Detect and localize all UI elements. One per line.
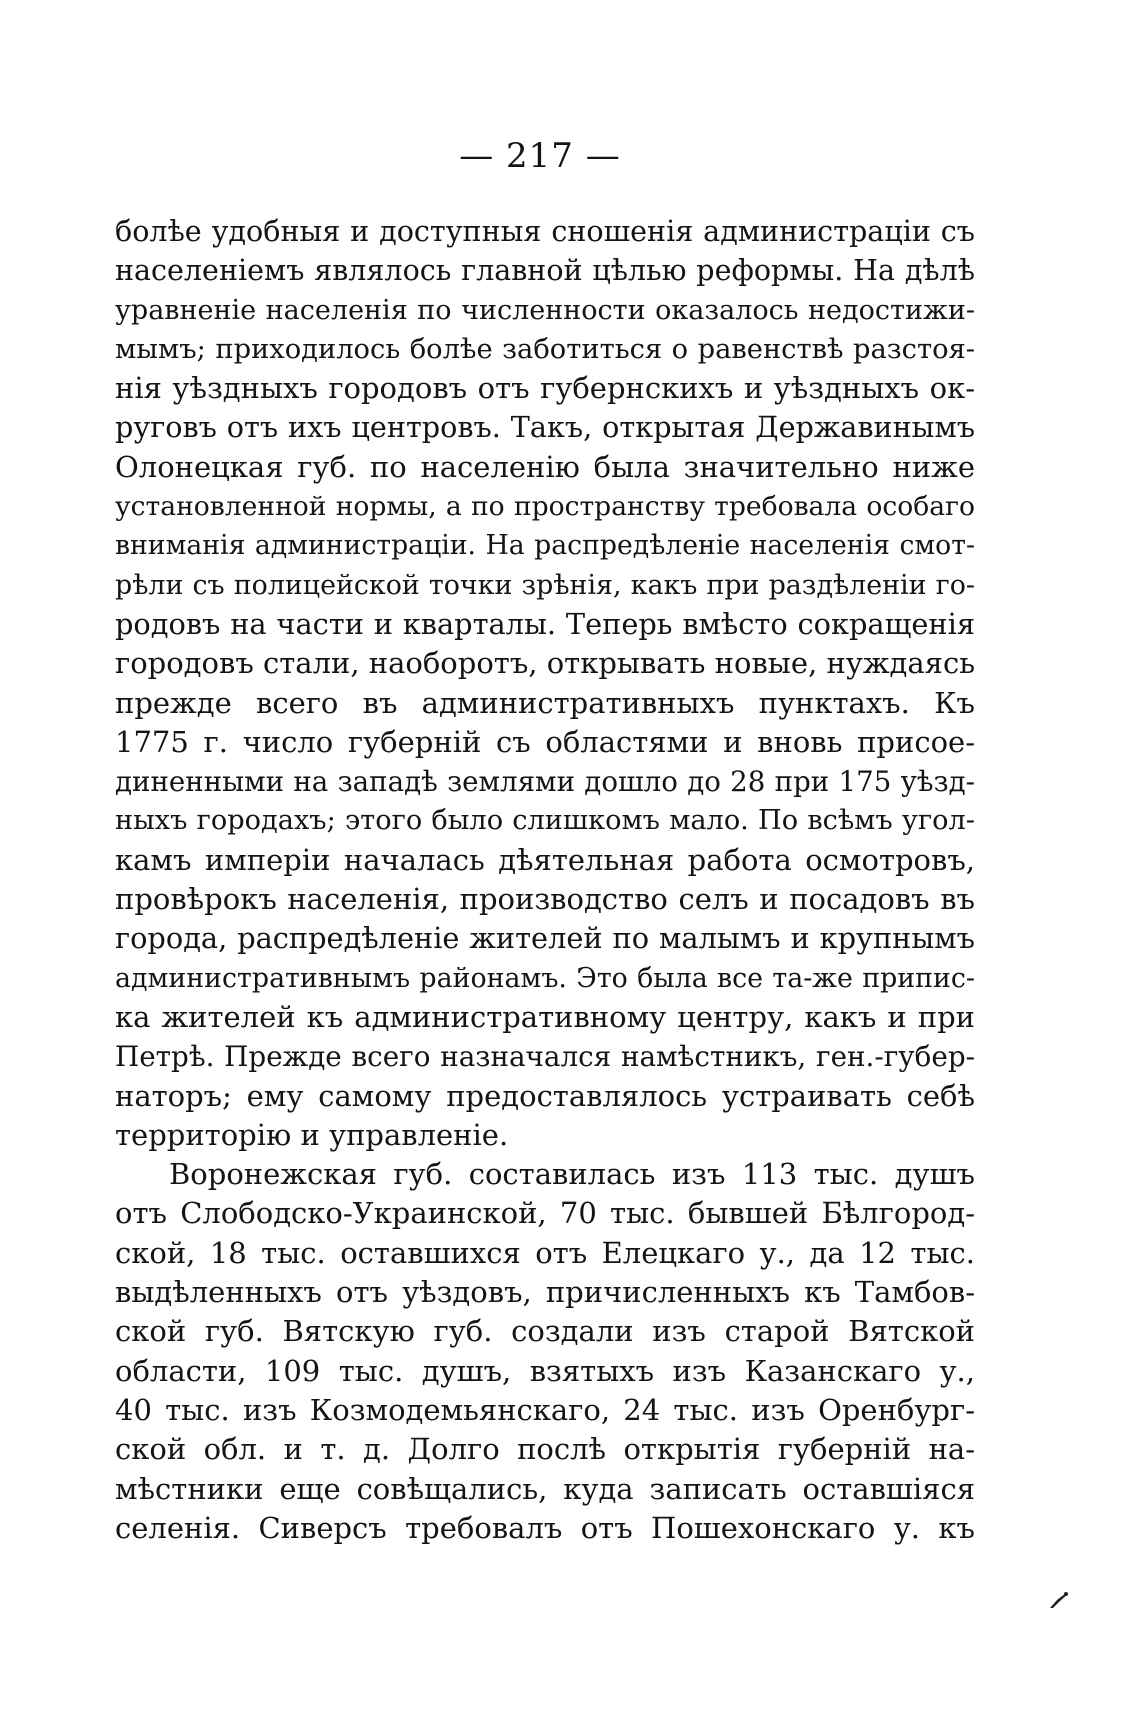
text-line: ской, 18 тыс. оставшихся отъ Елецкаго у., да 12 тыс.: [115, 1235, 975, 1270]
text-line: ныхъ городахъ; этого было слишкомъ мало. По всѣмъ угол-: [115, 805, 975, 837]
text-line: ка жителей къ административному центру, какъ и при: [115, 999, 975, 1034]
text-line: Олонецкая губ. по населенію была значительно ниже: [115, 449, 975, 484]
text-line: руговъ отъ ихъ центровъ. Такъ, открытая Державинымъ: [115, 410, 975, 445]
text-line: ской губ. Вятскую губ. создали изъ старой Вятской: [115, 1314, 975, 1349]
text-line: рѣли съ полицейской точки зрѣнія, какъ при раздѣленіи го-: [115, 569, 975, 601]
text-line: отъ Слободско-Украинской, 70 тыс. бывшей Бѣлгород-: [115, 1196, 975, 1231]
text-line: области, 109 тыс. душъ, взятыхъ изъ Казанскаго у.,: [115, 1353, 975, 1388]
text-line: прежде всего въ административныхъ пунктахъ. Къ: [115, 685, 975, 720]
text-line: 1775 г. число губерній съ областями и вновь присое-: [115, 724, 975, 759]
text-line: нія уѣздныхъ городовъ отъ губернскихъ и уѣздныхъ ок-: [115, 371, 975, 406]
text-line: Петрѣ. Прежде всего назначался намѣстникъ, ген.-губер-: [115, 1040, 975, 1074]
text-line: установленной нормы, а по пространству требовала особаго: [115, 491, 975, 523]
text-line: мымъ; приходилось болѣе заботиться о равенствѣ разстоя-: [115, 333, 975, 365]
ink-mark-icon: [1048, 1590, 1070, 1610]
text-line: родовъ на части и кварталы. Теперь вмѣсто сокращенія: [115, 606, 975, 641]
text-line: административнымъ районамъ. Это была все та-же припис-: [115, 962, 975, 994]
text-line: территорію и управленіе.: [115, 1117, 509, 1152]
text-line: селенія. Сиверсъ требовалъ отъ Пошехонскаго у. къ: [115, 1510, 975, 1545]
text-line: диненными на западѣ землями дошло до 28 при 175 уѣзд-: [115, 765, 975, 799]
text-line: камъ имперіи началась дѣятельная работа осмотровъ,: [115, 842, 975, 877]
text-line: мѣстники еще совѣщались, куда записать оставшіяся: [115, 1471, 975, 1506]
text-line: провѣрокъ населенія, производство селъ и посадовъ въ: [115, 882, 975, 917]
text-line: выдѣленныхъ отъ уѣздовъ, причисленныхъ къ Тамбов-: [115, 1275, 975, 1310]
paragraph-1: [115, 212, 975, 1155]
text-line: населеніемъ являлось главной цѣлью реформы. На дѣлѣ: [115, 253, 975, 288]
text-line: Воронежская губ. составилась изъ 113 тыс. душъ: [169, 1157, 975, 1192]
text-line: ской обл. и т. д. Долго послѣ открытія губерній на-: [115, 1432, 975, 1467]
text-line: городовъ стали, наоборотъ, открывать новые, нуждаясь: [115, 646, 975, 681]
text-line: 40 тыс. изъ Козмодемьянскаго, 24 тыс. изъ Оренбург-: [115, 1392, 975, 1427]
text-line: уравненіе населенія по численности оказалось недостижи-: [115, 294, 975, 326]
paragraph-2: [115, 1155, 975, 1548]
text-line: вниманія администраціи. На распредѣленіе населенія смот-: [115, 530, 975, 562]
text-line: наторъ; ему самому предоставлялось устраивать себѣ: [115, 1078, 975, 1113]
text-line: болѣе удобныя и доступныя сношенія администраціи съ: [115, 214, 975, 248]
text-line: города, распредѣленіе жителей по малымъ и крупнымъ: [115, 921, 975, 956]
page-number: — 217 —: [459, 136, 621, 176]
body-text: [115, 212, 975, 1548]
